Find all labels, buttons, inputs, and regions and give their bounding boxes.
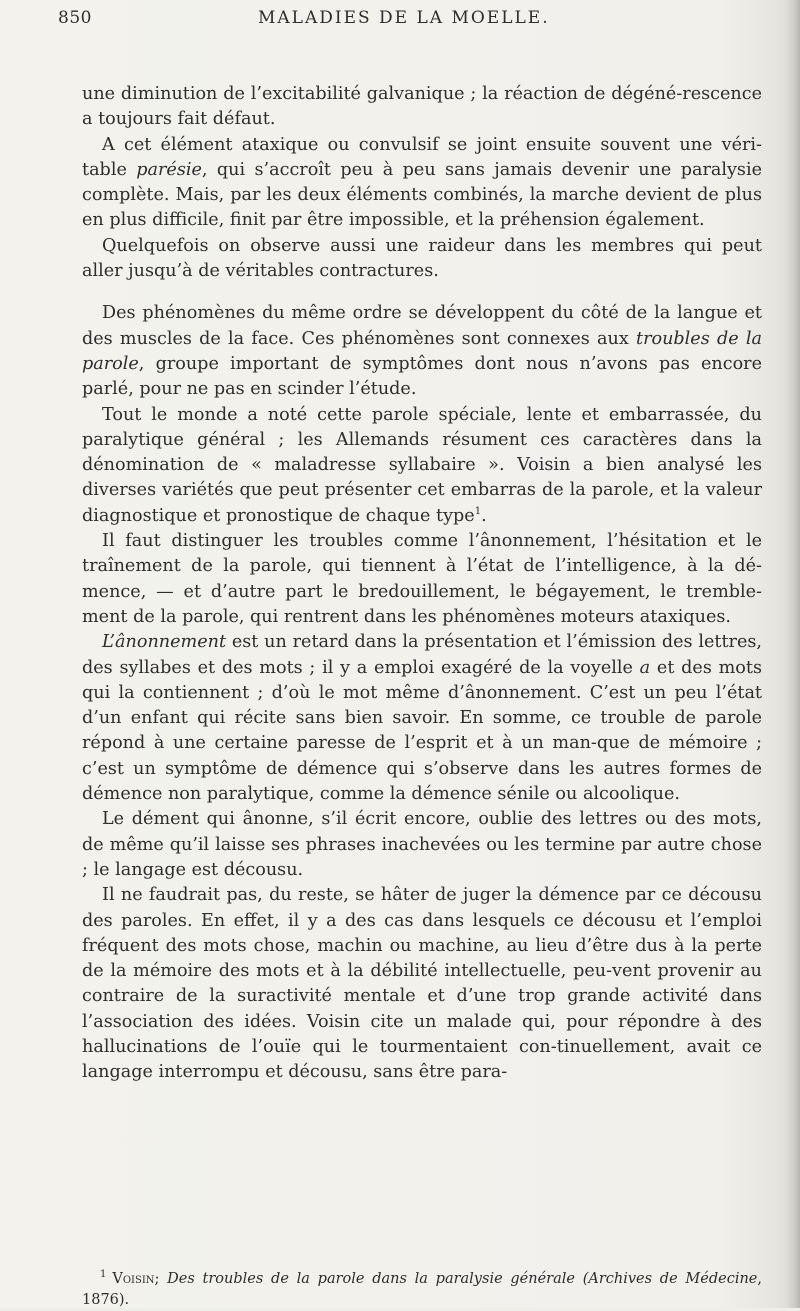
text-run: Quelquefois on observe aussi une raideur dans les membres qui peut aller jusqu’à de véritables contractures. <box>82 235 762 282</box>
paragraph <box>82 807 762 883</box>
text-run: Le dément qui ânonne, s’il écrit encore, oublie des lettres ou des mots, de même qu’il laisse ses phrases inachevées ou les termine par autre chose ; le langage est décousu. <box>82 809 762 880</box>
text-run: . <box>481 505 487 526</box>
page-number: 850 <box>58 8 92 28</box>
paragraph <box>82 301 762 402</box>
emphasis-text: troubles de la parole <box>82 328 762 374</box>
paragraph <box>82 529 762 630</box>
paragraph <box>82 883 762 1085</box>
paragraph <box>82 133 762 234</box>
text-run: A cet élément ataxique ou convulsif se joint ensuite souvent une véri-table <box>82 134 762 180</box>
emphasis-text: L’ânonnement <box>102 632 227 653</box>
text-run: , groupe important de symptômes dont nous n’avons pas encore parlé, pour ne pas en scinder l’étude. <box>82 353 762 400</box>
footnote-mark: 1 <box>100 1269 107 1281</box>
emphasis-text: a <box>639 657 651 678</box>
text-run: Il ne faudrait pas, du reste, se hâter de juger la démence par ce décousu des paroles. En effet, il y a des cas dans lesquels ce décousu et l’emploi fréquent des mots chose, machin ou machine, au lieu d’être dus à la perte de la mémoire des mots et à la débilité intellectuelle, peu-vent provenir au contraire de la suractivité mentale et d’une trop grande activité dans l’association des idées. Voisin cite un malade qui, pour répondre à des hallucinations de l’ouïe qui le tourmentaient con-tinuellement, avait ce langage interrompu et décousu, sans être para- <box>82 885 762 1083</box>
text-run: et des mots qui la contiennent ; d’où le mot même d’ânonnement. C’est un peu l’état d’un enfant qui récite sans bien savoir. En somme, ce trouble de parole répond à une certaine paresse de l’esprit et à un man-que de mémoire ; c’est un symptôme de démence qui s’observe dans les autres formes de démence non paralytique, comme la démence sénile ou alcoolique. <box>82 657 762 805</box>
emphasis-text: Des troubles de la parole dans la paralysie générale (Archives de Médecine <box>167 1271 758 1287</box>
page-edge-shadow <box>786 0 800 1308</box>
text-run: Il faut distinguer les troubles comme l’ânonnement, l’hésitation et le traînement de la parole, qui tiennent à l’état de l’intelligence, à la dé-mence, — et d’autre part le bredouillement, le bégayement, le tremble-ment de la parole, qui rentrent dans les phénomènes moteurs ataxiques. <box>82 531 762 627</box>
paragraph <box>82 630 762 807</box>
page-header <box>58 8 758 32</box>
paragraph <box>82 403 762 529</box>
paragraph <box>82 234 762 285</box>
text-run: , 1876). <box>82 1271 762 1308</box>
text-run: , qui s’accroît peu à peu sans jamais devenir une paralysie complète. Mais, par les deux éléments combinés, la marche devient de plus en plus difficile, finit par être impossible, et la préhension également. <box>82 159 762 231</box>
footnote <box>82 1269 762 1311</box>
running-title: MALADIES DE LA MOELLE. <box>258 8 550 28</box>
text-run: Des phénomènes du même ordre se développent du côté de la langue et des muscles de la face. Ces phénomènes sont connexes aux <box>82 303 762 349</box>
emphasis-text: parésie <box>136 159 202 180</box>
paragraph <box>82 82 762 133</box>
text-run: ; <box>154 1271 168 1287</box>
body-text <box>82 82 762 1086</box>
text-run: est un retard dans la présentation et l’émission des lettres, des syllabes et des mots ; il y a emploi exagéré de la voyelle <box>82 632 762 678</box>
footnote-reference: 1 <box>474 505 482 517</box>
text-run: Tout le monde a noté cette parole spéciale, lente et embarrassée, du paralytique général ; les Allemands résument ces caractères dans la dénomination de « maladresse syllabaire ». Voisin a bien analysé les diverses variétés que peut présenter cet embarras de la parole, et la valeur diagnostique et pronostique de chaque type <box>82 404 762 526</box>
footnote-citation <box>82 1271 762 1308</box>
text-run: une diminution de l’excitabilité galvanique ; la réaction de dégéné-rescence a toujours fait défaut. <box>82 84 762 130</box>
footnote-author: Voisin <box>112 1271 155 1287</box>
